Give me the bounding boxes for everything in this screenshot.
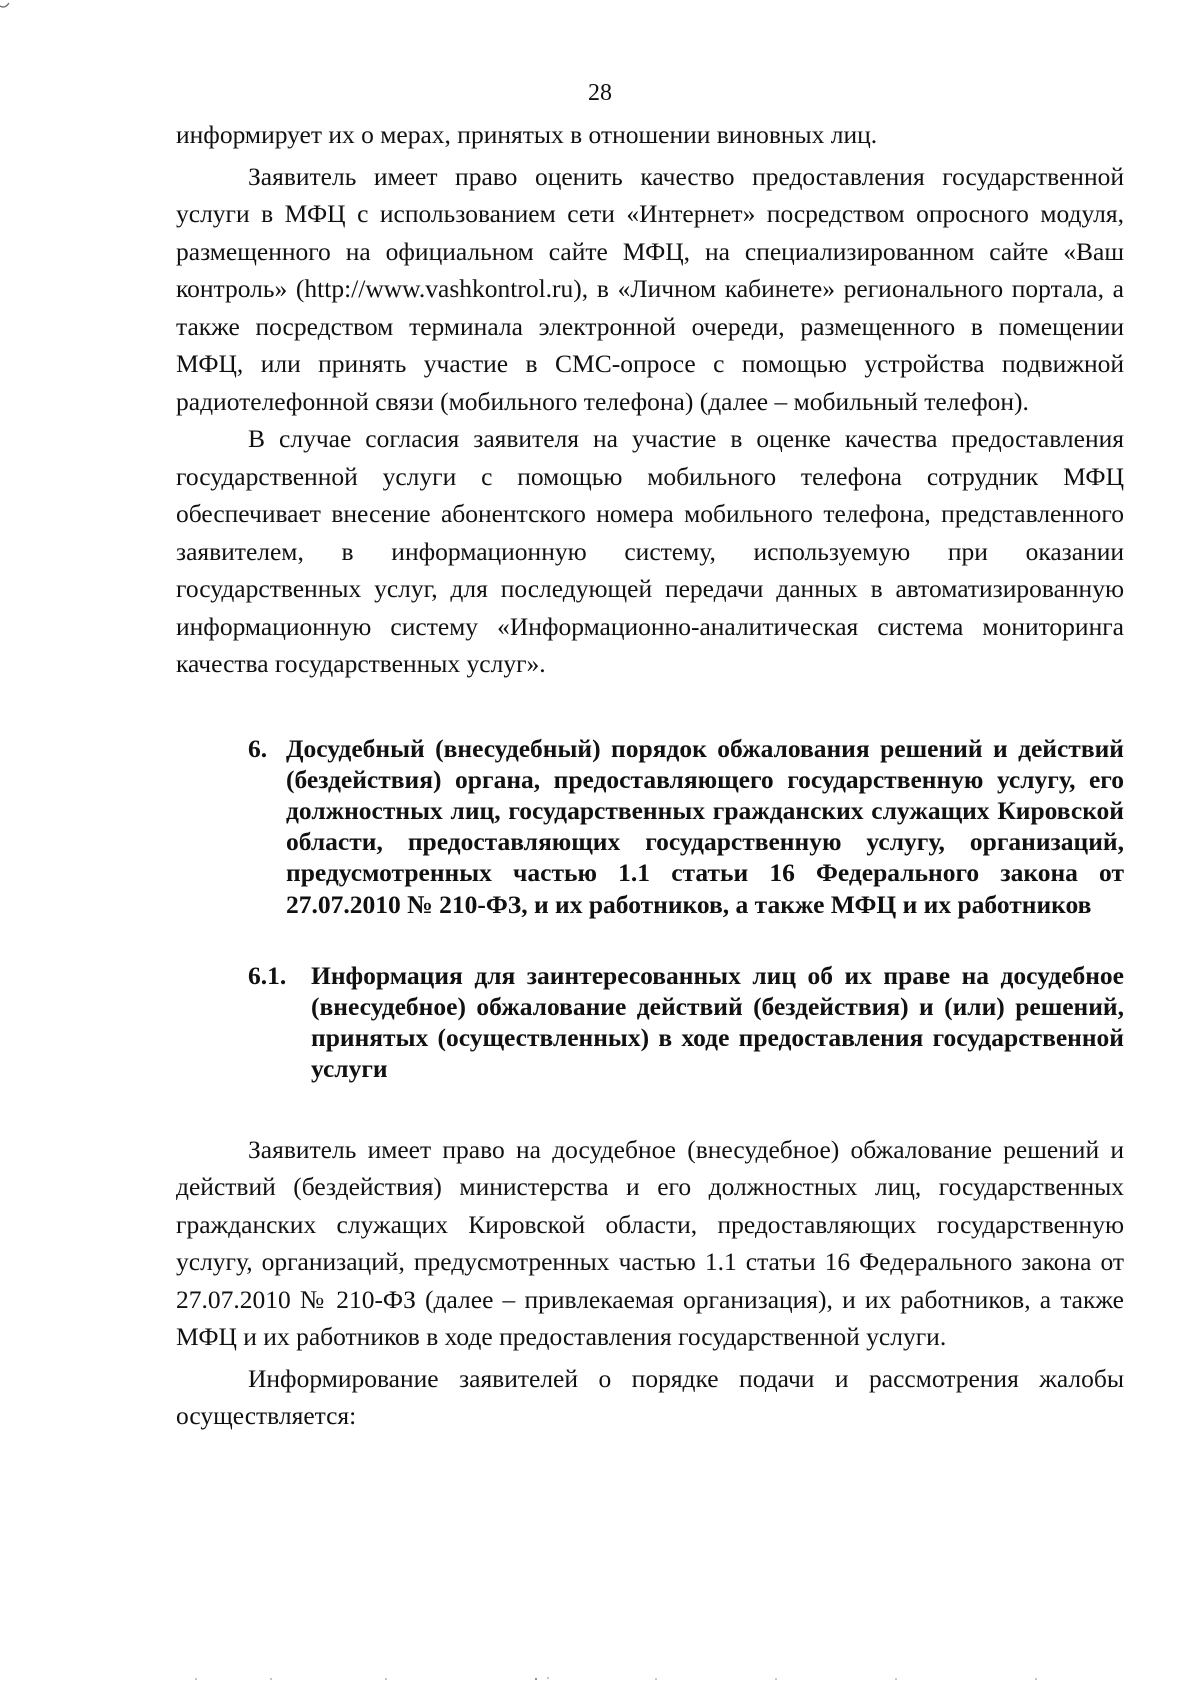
section-title: Информация для заинтересованных лиц об их праве на досудебное (внесудебное) обжалование действий (бездействия) и (или) решений, принятых (осуществленных) в ходе предоставления государственной услуги bbox=[311, 960, 1124, 1084]
document-body bbox=[176, 116, 1124, 1435]
scan-artifact-dots bbox=[176, 1676, 1124, 1682]
corner-mark-icon bbox=[0, 0, 14, 10]
paragraph-quality-rating: Заявитель имеет право оценить качество предоставления государственной услуги в МФЦ с использованием сети «Интернет» посредством опросного модуля, размещенного на официальном сайте МФЦ, на специализированном сайте «Ваш контроль» (http://www.vashkontrol.ru), в «Личном кабинете» регионального портала, а также посредством терминала электронной очереди, размещенного в помещении МФЦ, или принять участие в СМС-опросе с помощью устройства подвижной радиотелефонной связи (мобильного телефона) (далее – мобильный телефон). bbox=[176, 161, 1124, 416]
section-number: 6. bbox=[248, 733, 268, 763]
paragraph-sms-survey: В случае согласия заявителя на участие в оценке качества предоставления государственной услуги с помощью мобильного телефона сотрудник МФЦ обеспечивает внесение абонентского номера мобильного телефона, представленного заявителем, в информационную систему, используемую при оказании государственных услуг, для последующей передачи данных в автоматизированную информационную систему «Информационно-аналитическая система мониторинга качества государственных услуг». bbox=[176, 424, 1124, 678]
paragraph-informing: Информирование заявителей о порядке подачи и рассмотрения жалобы осуществляется: bbox=[176, 1363, 1124, 1431]
section-heading-6 bbox=[176, 733, 1124, 920]
section-title: Досудебный (внесудебный) порядок обжалования решений и действий (бездействия) органа, предоставляющего государственную услугу, его должностных лиц, государственных гражданских служащих Кировской области, предоставляющих государственную услугу, организаций, предусмотренных частью 1.1 статьи 16 Федерального закона от 27.07.2010 № 210-ФЗ, и их работников, а также МФЦ и их работников bbox=[286, 733, 1124, 919]
section-number: 6.1. bbox=[248, 960, 287, 990]
page-number: 28 bbox=[588, 80, 612, 106]
paragraph-continuation: информирует их о мерах, принятых в отношении виновных лиц. bbox=[176, 120, 878, 149]
paragraph-appeal-right: Заявитель имеет право на досудебное (внесудебное) обжалование решений и действий (бездействия) министерства и его должностных лиц, государственных гражданских служащих Кировской области, предоставляющих государственную услугу, организаций, предусмотренных частью 1.1 статьи 16 Федерального закона от 27.07.2010 № 210-ФЗ (далее – привлекаемая организация), и их работников, а также МФЦ и их работников в ходе предоставления государственной услуги. bbox=[176, 1134, 1124, 1352]
section-heading-6-1 bbox=[176, 960, 1124, 1085]
